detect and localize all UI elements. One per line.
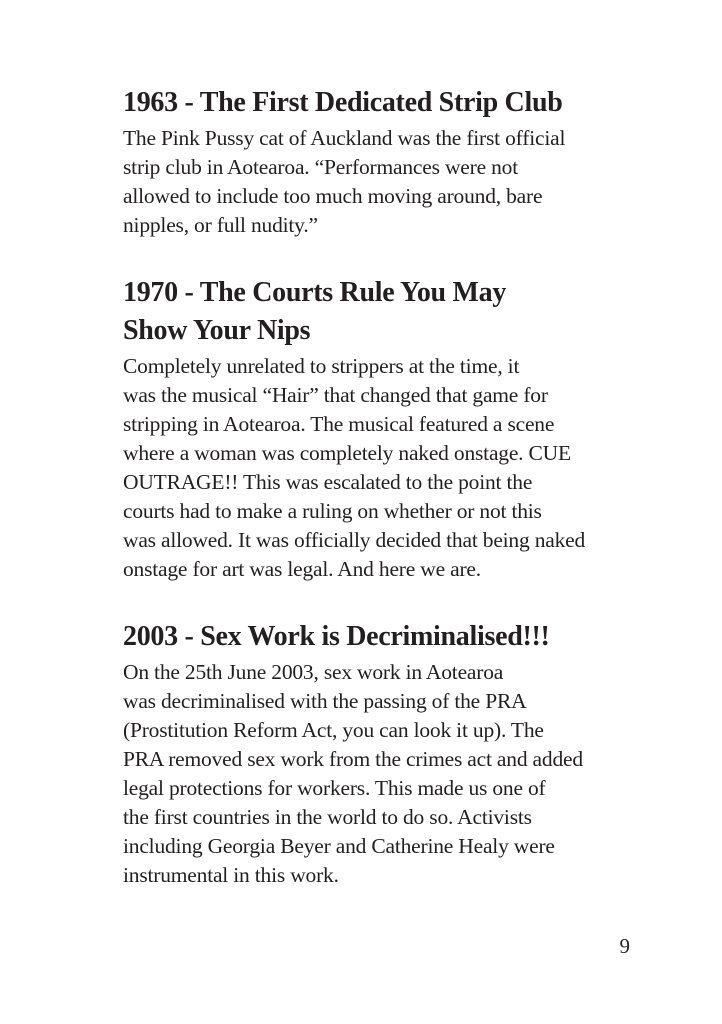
- section-2003-body: [123, 658, 653, 890]
- body-line: instrumental in this work.: [123, 863, 339, 887]
- body-line: PRA removed sex work from the crimes act and added: [123, 747, 583, 771]
- page-number: 9: [619, 934, 630, 958]
- body-line: The Pink Pussy cat of Auckland was the first official: [123, 126, 566, 150]
- section-1970: [123, 274, 653, 584]
- section-1963-body: [123, 124, 653, 240]
- body-line: (Prostitution Reform Act, you can look it up). The: [123, 718, 544, 742]
- body-line: OUTRAGE!! This was escalated to the point the: [123, 470, 533, 494]
- body-line: was allowed. It was officially decided that being naked: [123, 528, 586, 552]
- heading-line: 1970 - The Courts Rule You May: [123, 277, 507, 308]
- body-line: where a woman was completely naked onstage. CUE: [123, 441, 571, 465]
- body-line: strip club in Aotearoa. “Performances were not: [123, 155, 518, 179]
- body-line: allowed to include too much moving around, bare: [123, 184, 543, 208]
- body-line: onstage for art was legal. And here we are.: [123, 557, 481, 581]
- section-2003: [123, 618, 653, 890]
- heading-line: 2003 - Sex Work is Decriminalised!!!: [123, 621, 550, 652]
- page-content: [123, 84, 653, 890]
- section-1970-heading: [123, 274, 653, 350]
- section-2003-heading: [123, 618, 653, 656]
- body-line: was the musical “Hair” that changed that game for: [123, 383, 548, 407]
- body-line: courts had to make a ruling on whether or not this: [123, 499, 542, 523]
- heading-line: Show Your Nips: [123, 315, 311, 346]
- body-line: nipples, or full nudity.”: [123, 213, 318, 237]
- body-line: Completely unrelated to strippers at the time, it: [123, 354, 520, 378]
- section-1963-heading: [123, 84, 653, 122]
- body-line: including Georgia Beyer and Catherine Healy were: [123, 834, 555, 858]
- heading-line: 1963 - The First Dedicated Strip Club: [123, 87, 563, 118]
- section-1963: [123, 84, 653, 240]
- body-line: the first countries in the world to do so. Activists: [123, 805, 532, 829]
- body-line: was decriminalised with the passing of the PRA: [123, 689, 527, 713]
- section-1970-body: [123, 352, 653, 584]
- body-line: stripping in Aotearoa. The musical featured a scene: [123, 412, 555, 436]
- body-line: On the 25th June 2003, sex work in Aotearoa: [123, 660, 504, 684]
- body-line: legal protections for workers. This made us one of: [123, 776, 546, 800]
